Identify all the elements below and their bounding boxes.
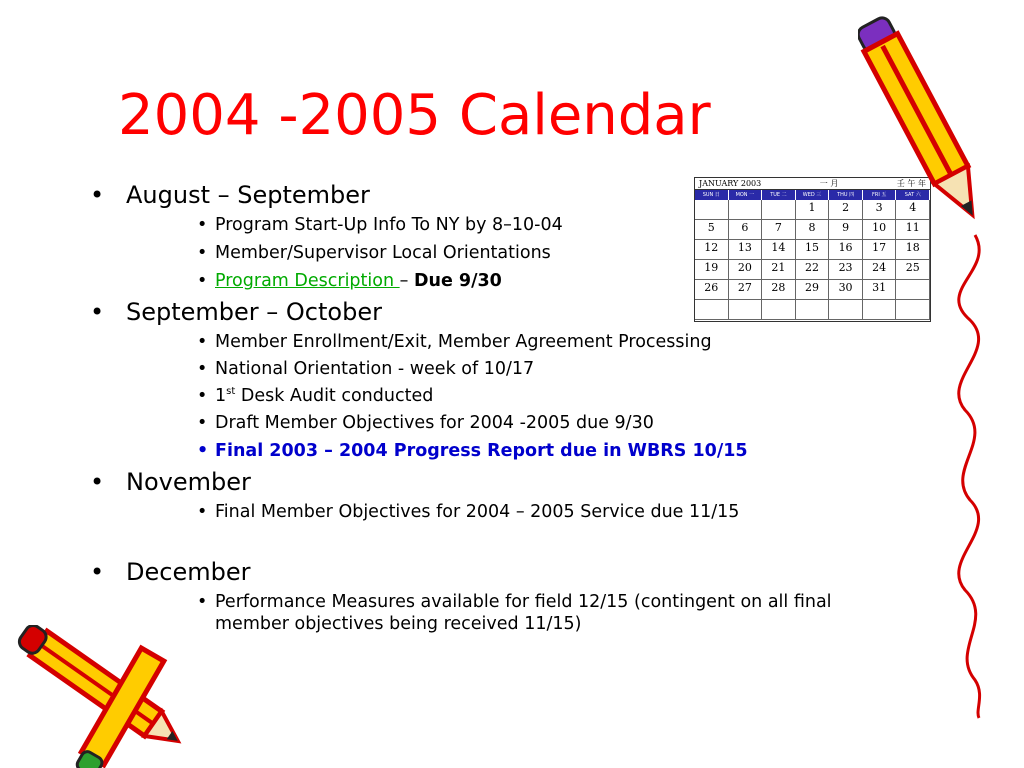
- list-item: • National Orientation - week of 10/17: [197, 359, 535, 379]
- calendar-month-label: JANUARY 2003: [699, 179, 762, 188]
- calendar-cell: [762, 200, 796, 220]
- calendar-cell: 30: [829, 280, 863, 300]
- section-heading: • December: [90, 558, 251, 586]
- section-heading: • August – September: [90, 181, 370, 209]
- calendar-day-header: SUN 日: [695, 190, 729, 200]
- calendar-cell: [796, 300, 830, 320]
- bullet: •: [197, 243, 208, 263]
- calendar-cell: 3: [863, 200, 897, 220]
- calendar-cell: 12: [695, 240, 729, 260]
- calendar-cell: [863, 300, 897, 320]
- calendar-cell: 14: [762, 240, 796, 260]
- calendar-cell: 28: [762, 280, 796, 300]
- calendar-cell: 20: [729, 260, 763, 280]
- list-item: • Performance Measures available for field 12/15 (contingent on all final member objectives being received 11/15): [197, 592, 832, 634]
- calendar-day-header: MON 一: [729, 190, 763, 200]
- calendar-cell: 7: [762, 220, 796, 240]
- bullet: •: [197, 271, 208, 291]
- calendar-cell: 13: [729, 240, 763, 260]
- calendar-day-header: SAT 六: [896, 190, 930, 200]
- section-heading: • November: [90, 468, 251, 496]
- calendar-cell: 8: [796, 220, 830, 240]
- calendar-cell: 10: [863, 220, 897, 240]
- calendar-day-header: FRI 五: [863, 190, 897, 200]
- calendar-cell: [695, 200, 729, 220]
- calendar-cell: 9: [829, 220, 863, 240]
- calendar-cell: 15: [796, 240, 830, 260]
- calendar-cell: [729, 200, 763, 220]
- calendar-cell: 23: [829, 260, 863, 280]
- program-description-link[interactable]: Program Description: [215, 271, 400, 291]
- calendar-cell: 19: [695, 260, 729, 280]
- bullet: •: [90, 468, 105, 496]
- list-item: • Member/Supervisor Local Orientations: [197, 243, 551, 263]
- list-item-emphasis: • Final 2003 – 2004 Progress Report due in WBRS 10/15: [197, 441, 748, 461]
- bullet: •: [197, 332, 208, 352]
- calendar-cell: 29: [796, 280, 830, 300]
- bullet: •: [90, 181, 105, 209]
- bullet: •: [197, 592, 208, 612]
- calendar-day-header: TUE 二: [762, 190, 796, 200]
- bullet: •: [197, 386, 208, 406]
- calendar-cell: [695, 300, 729, 320]
- calendar-cell: 18: [896, 240, 930, 260]
- pencil-top-right-icon: [858, 2, 988, 242]
- list-item: • Member Enrollment/Exit, Member Agreement Processing: [197, 332, 712, 352]
- calendar-day-header: WED 三: [796, 190, 830, 200]
- pencil-right-icon: [915, 230, 1015, 720]
- pencils-bottom-left-icon: [0, 625, 200, 768]
- calendar-cell: 4: [896, 200, 930, 220]
- bullet: •: [197, 359, 208, 379]
- bullet: •: [90, 558, 105, 586]
- calendar-cell: 26: [695, 280, 729, 300]
- calendar-day-header: THU 四: [829, 190, 863, 200]
- calendar-cell: [729, 300, 763, 320]
- calendar-cell: 24: [863, 260, 897, 280]
- calendar-mid-label: 一 月: [819, 179, 839, 188]
- calendar-cell: 2: [829, 200, 863, 220]
- calendar-cell: 1: [796, 200, 830, 220]
- slide-title: 2004 -2005 Calendar: [118, 83, 711, 148]
- section-heading: • September – October: [90, 298, 382, 326]
- bullet: •: [197, 215, 208, 235]
- list-item: • Program Start-Up Info To NY by 8–10-04: [197, 215, 563, 235]
- calendar-cell: [762, 300, 796, 320]
- bullet: •: [197, 502, 208, 522]
- calendar-cell: 25: [896, 260, 930, 280]
- bullet: •: [197, 441, 209, 461]
- calendar-cell: 21: [762, 260, 796, 280]
- list-item: • Draft Member Objectives for 2004 -2005 due 9/30: [197, 413, 654, 433]
- calendar-cell: 31: [863, 280, 897, 300]
- calendar-cell: 17: [863, 240, 897, 260]
- list-item: • Final Member Objectives for 2004 – 2005 Service due 11/15: [197, 502, 740, 522]
- calendar-cell: 11: [896, 220, 930, 240]
- calendar-cell: 5: [695, 220, 729, 240]
- calendar-cell: 22: [796, 260, 830, 280]
- list-item: • Program Description – Due 9/30: [197, 271, 502, 291]
- calendar-cell: [829, 300, 863, 320]
- calendar-year-label: 壬 午 年: [896, 179, 926, 188]
- bullet: •: [197, 413, 208, 433]
- list-item: • 1st Desk Audit conducted: [197, 386, 434, 406]
- calendar-cell: 16: [829, 240, 863, 260]
- calendar-cell: 6: [729, 220, 763, 240]
- calendar-cell: 27: [729, 280, 763, 300]
- bullet: •: [90, 298, 105, 326]
